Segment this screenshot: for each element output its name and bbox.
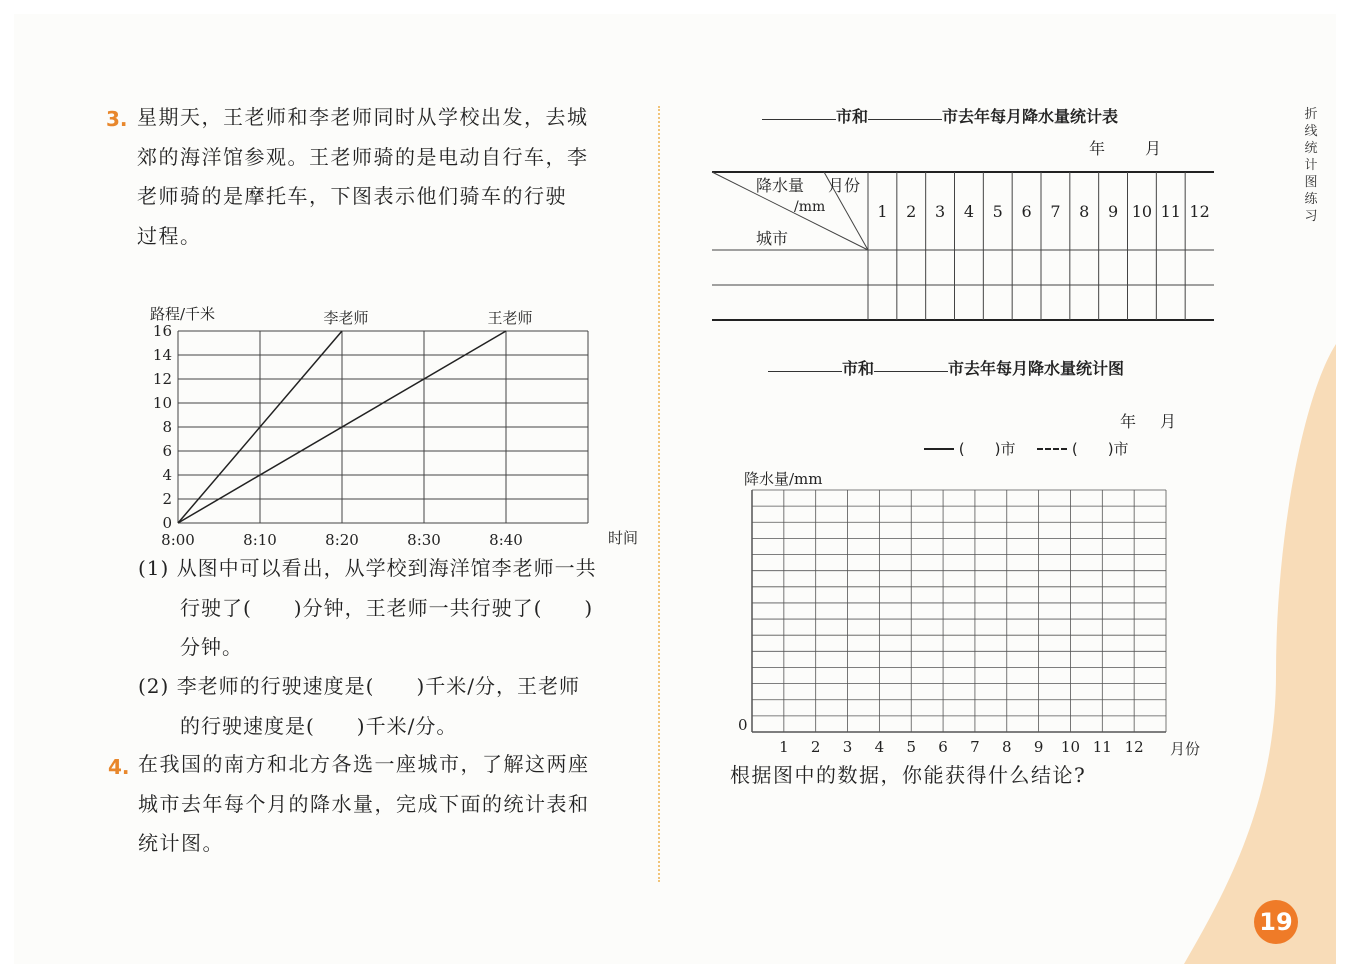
q3-sub1-line: 分钟。 <box>180 635 243 659</box>
table-month-header: 7 <box>1050 202 1061 221</box>
q3-line: 过程。 <box>137 223 202 248</box>
grid-chart-y-label: 降水量/mm <box>744 470 823 488</box>
q3-text <box>137 98 637 256</box>
q3-sub2-line: (2) 李老师的行驶速度是( )千米/分，王老师 <box>138 674 581 698</box>
x-axis-label: 时间 <box>608 529 639 547</box>
q3-sub2-line: 的行驶速度是( )千米/分。 <box>180 713 458 738</box>
q3-sub1-line: (1) 从图中可以看出，从学校到海洋馆李老师一共 <box>138 556 597 580</box>
grid-chart-origin: 0 <box>738 716 748 734</box>
distance-time-chart <box>124 284 639 549</box>
x-tick-label: 8:30 <box>407 531 441 549</box>
q4-line: 统计图。 <box>138 831 224 855</box>
grid-chart-month-label: 6 <box>938 738 948 756</box>
date-year: 年 <box>1120 412 1137 431</box>
x-tick-label: 8:20 <box>325 531 359 549</box>
grid-chart-date <box>1120 409 1176 432</box>
y-tick-label: 0 <box>162 514 172 532</box>
city-blank[interactable] <box>868 118 942 120</box>
grid-chart-month-label: 4 <box>874 738 885 756</box>
legend-dashed-label: ( )市 <box>1071 440 1129 458</box>
page-number: 19 <box>1254 900 1298 944</box>
grid-chart-month-label: 3 <box>842 738 853 756</box>
grid-chart-x-label: 月份 <box>1170 740 1201 758</box>
table-month-header: 1 <box>877 202 888 221</box>
q3-line: 郊的海洋馆参观。王老师骑的是电动自行车，李 <box>137 144 589 169</box>
grid-chart-month-label: 10 <box>1060 738 1081 756</box>
corner-rainfall-label: 降水量 <box>756 176 805 195</box>
grid-title-part2: 市去年每月降水量统计图 <box>948 359 1125 378</box>
grid-chart-month-label: 1 <box>779 738 789 756</box>
y-tick-label: 16 <box>152 322 172 340</box>
table-month-header: 3 <box>934 202 946 221</box>
y-tick-label: 10 <box>152 394 172 412</box>
city-blank[interactable] <box>874 370 948 372</box>
series-label: 李老师 <box>323 309 369 327</box>
table-month-header: 12 <box>1189 202 1210 221</box>
q3-sub1-line: 行驶了( )分钟，王老师一共行驶了( ) <box>180 595 594 620</box>
q3-line: 星期天，王老师和李老师同时从学校出发，去城 <box>137 105 589 129</box>
city-blank[interactable] <box>768 370 842 372</box>
table-month-header: 6 <box>1021 202 1032 221</box>
sidebar-char: 统 <box>1304 141 1318 156</box>
x-tick-label: 8:00 <box>161 531 195 549</box>
table-month-header: 2 <box>906 202 917 221</box>
table-month-header: 10 <box>1131 202 1153 221</box>
date-month: 月 <box>1160 412 1177 431</box>
table-title <box>762 104 1118 127</box>
corner-month-label: 月份 <box>828 176 861 195</box>
corner-unit-label: /mm <box>794 199 826 215</box>
grid-chart-month-label: 2 <box>810 738 821 756</box>
q3-line: 老师骑的是摩托车，下图表示他们骑车的行驶 <box>137 184 567 208</box>
table-month-header: 9 <box>1107 202 1119 221</box>
y-axis-label: 路程/千米 <box>150 305 216 323</box>
q3-sub2 <box>138 667 638 746</box>
sidebar-char: 图 <box>1304 175 1318 190</box>
date-month: 月 <box>1145 139 1162 158</box>
grid-title-part1: 市和 <box>842 359 875 378</box>
grid-chart-month-label: 5 <box>906 738 917 756</box>
q4-number: 4. <box>108 755 130 779</box>
corner-city-label: 城市 <box>756 229 789 248</box>
city-blank[interactable] <box>762 118 836 120</box>
table-month-header: 5 <box>992 202 1003 221</box>
sidebar-char: 线 <box>1304 124 1318 139</box>
y-tick-label: 12 <box>152 370 172 388</box>
y-tick-label: 8 <box>162 418 172 436</box>
workbook-page <box>14 14 1336 964</box>
grid-chart-month-label: 12 <box>1124 738 1144 756</box>
sidebar-section-title <box>1300 106 1322 225</box>
grid-chart-month-label: 11 <box>1092 738 1112 756</box>
table-title-part2: 市去年每月降水量统计表 <box>942 107 1119 126</box>
q4-line: 城市去年每个月的降水量，完成下面的统计表和 <box>138 791 590 816</box>
sidebar-char: 习 <box>1304 209 1318 224</box>
conclusion-question: 根据图中的数据，你能获得什么结论? <box>730 763 1087 787</box>
rainfall-table <box>704 164 1224 324</box>
table-title-part1: 市和 <box>836 107 869 126</box>
y-tick-label: 4 <box>162 466 172 484</box>
rainfall-grid-chart <box>714 444 1204 758</box>
q4-line: 在我国的南方和北方各选一座城市，了解这两座 <box>138 752 590 776</box>
table-month-header: 4 <box>963 202 975 221</box>
table-date <box>1089 136 1161 159</box>
grid-chart-month-label: 9 <box>1033 738 1044 756</box>
grid-chart-title <box>768 356 1124 379</box>
sidebar-char: 折 <box>1304 107 1318 122</box>
date-year: 年 <box>1089 139 1106 158</box>
legend-solid-label: ( )市 <box>958 440 1016 458</box>
y-tick-label: 14 <box>152 346 172 364</box>
sidebar-char: 计 <box>1304 158 1318 173</box>
x-tick-label: 8:10 <box>243 531 277 549</box>
series-label: 王老师 <box>487 309 533 327</box>
table-month-header: 8 <box>1079 202 1090 221</box>
x-tick-label: 8:40 <box>489 531 523 549</box>
y-tick-label: 6 <box>162 442 172 460</box>
sidebar-char: 练 <box>1304 192 1318 207</box>
q3-number: 3. <box>106 107 128 131</box>
grid-chart-month-label: 7 <box>970 738 980 756</box>
q4-text <box>138 745 638 864</box>
page-divider <box>658 106 663 882</box>
grid-chart-month-label: 8 <box>1001 738 1012 756</box>
table-month-header: 11 <box>1160 202 1181 221</box>
q3-sub1 <box>138 549 638 668</box>
y-tick-label: 2 <box>162 490 172 508</box>
